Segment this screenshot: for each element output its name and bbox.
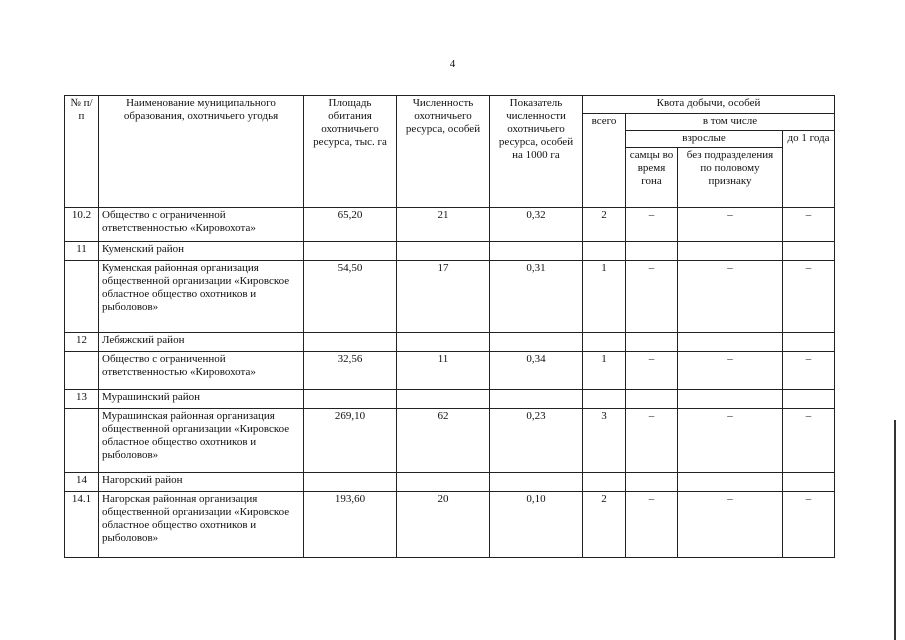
cell-count	[397, 473, 490, 492]
header-density: Показатель численности охотничьего ресурса, особей на 1000 га	[490, 96, 583, 208]
table-row	[65, 352, 835, 390]
cell-under1	[783, 333, 835, 352]
cell-area: 269,10	[304, 409, 397, 473]
cell-males: –	[626, 208, 678, 242]
cell-area	[304, 473, 397, 492]
cell-count: 20	[397, 492, 490, 558]
cell-num: 12	[65, 333, 99, 352]
cell-nosex: –	[678, 352, 783, 390]
cell-nosex: –	[678, 261, 783, 333]
cell-males: –	[626, 261, 678, 333]
cell-area	[304, 390, 397, 409]
cell-total: 3	[583, 409, 626, 473]
cell-num: 13	[65, 390, 99, 409]
table-row	[65, 208, 835, 242]
cell-num: 14	[65, 473, 99, 492]
cell-num: 10.2	[65, 208, 99, 242]
header-including: в том числе	[626, 114, 835, 131]
cell-males	[626, 333, 678, 352]
cell-total: 1	[583, 352, 626, 390]
cell-under1	[783, 242, 835, 261]
cell-name: Нагорская районная организация общественной организации «Кировское областное общество охотников и рыболовов»	[99, 492, 304, 558]
table-row	[65, 261, 835, 333]
cell-nosex	[678, 473, 783, 492]
cell-count	[397, 333, 490, 352]
header-total: всего	[583, 114, 626, 208]
cell-count: 62	[397, 409, 490, 473]
cell-nosex: –	[678, 492, 783, 558]
cell-area: 54,50	[304, 261, 397, 333]
cell-males: –	[626, 352, 678, 390]
cell-area	[304, 333, 397, 352]
table-row-district	[65, 242, 835, 261]
cell-num: 14.1	[65, 492, 99, 558]
header-area: Площадь обитания охотничьего ресурса, тыс. га	[304, 96, 397, 208]
cell-total	[583, 242, 626, 261]
cell-total: 2	[583, 208, 626, 242]
cell-name: Лебяжский район	[99, 333, 304, 352]
cell-males	[626, 473, 678, 492]
cell-under1: –	[783, 261, 835, 333]
cell-num: 11	[65, 242, 99, 261]
cell-num	[65, 261, 99, 333]
cell-density	[490, 242, 583, 261]
table-row-district	[65, 390, 835, 409]
cell-name: Общество с ограниченной ответственностью «Кировохота»	[99, 208, 304, 242]
cell-nosex	[678, 390, 783, 409]
cell-density: 0,32	[490, 208, 583, 242]
cell-name: Общество с ограниченной ответственностью «Кировохота»	[99, 352, 304, 390]
table-row	[65, 492, 835, 558]
header-quota: Квота добычи, особей	[583, 96, 835, 114]
cell-nosex	[678, 242, 783, 261]
header-nosex: без подразделения по половому признаку	[678, 148, 783, 208]
cell-area	[304, 242, 397, 261]
header-num: № п/п	[65, 96, 99, 208]
cell-count	[397, 242, 490, 261]
cell-density: 0,34	[490, 352, 583, 390]
page-number: 4	[449, 58, 456, 70]
cell-total	[583, 473, 626, 492]
cell-total: 1	[583, 261, 626, 333]
header-adults: взрослые	[626, 131, 783, 148]
cell-name: Куменская районная организация общественной организации «Кировское областное общество охотников и рыболовов»	[99, 261, 304, 333]
cell-under1: –	[783, 208, 835, 242]
cell-males: –	[626, 492, 678, 558]
cell-area: 32,56	[304, 352, 397, 390]
cell-count	[397, 390, 490, 409]
cell-under1: –	[783, 492, 835, 558]
cell-under1	[783, 390, 835, 409]
cell-nosex: –	[678, 409, 783, 473]
cell-total	[583, 390, 626, 409]
cell-density: 0,23	[490, 409, 583, 473]
cell-density: 0,31	[490, 261, 583, 333]
cell-density: 0,10	[490, 492, 583, 558]
cell-density	[490, 333, 583, 352]
cell-count: 21	[397, 208, 490, 242]
header-count: Численность охотничьего ресурса, особей	[397, 96, 490, 208]
cell-name: Нагорский район	[99, 473, 304, 492]
cell-males	[626, 390, 678, 409]
table-row-district	[65, 333, 835, 352]
quota-table	[64, 95, 835, 558]
cell-num	[65, 409, 99, 473]
cell-total	[583, 333, 626, 352]
cell-name: Мурашинская районная организация общественной организации «Кировское областное общество охотников и рыболовов»	[99, 409, 304, 473]
table-header	[65, 96, 835, 208]
cell-total: 2	[583, 492, 626, 558]
header-name: Наименование муниципального образования, охотничьего угодья	[99, 96, 304, 208]
table-row-district	[65, 473, 835, 492]
cell-area: 193,60	[304, 492, 397, 558]
cell-males	[626, 242, 678, 261]
header-under1: до 1 года	[783, 131, 835, 208]
cell-num	[65, 352, 99, 390]
cell-name: Мурашинский район	[99, 390, 304, 409]
cell-nosex: –	[678, 208, 783, 242]
cell-under1	[783, 473, 835, 492]
cell-count: 17	[397, 261, 490, 333]
cell-density	[490, 390, 583, 409]
cell-males: –	[626, 409, 678, 473]
cell-under1: –	[783, 409, 835, 473]
cell-area: 65,20	[304, 208, 397, 242]
cell-density	[490, 473, 583, 492]
cell-nosex	[678, 333, 783, 352]
cell-under1: –	[783, 352, 835, 390]
header-males: самцы во время гона	[626, 148, 678, 208]
cell-count: 11	[397, 352, 490, 390]
cell-name: Куменский район	[99, 242, 304, 261]
table-row	[65, 409, 835, 473]
scan-edge-line	[894, 420, 896, 640]
